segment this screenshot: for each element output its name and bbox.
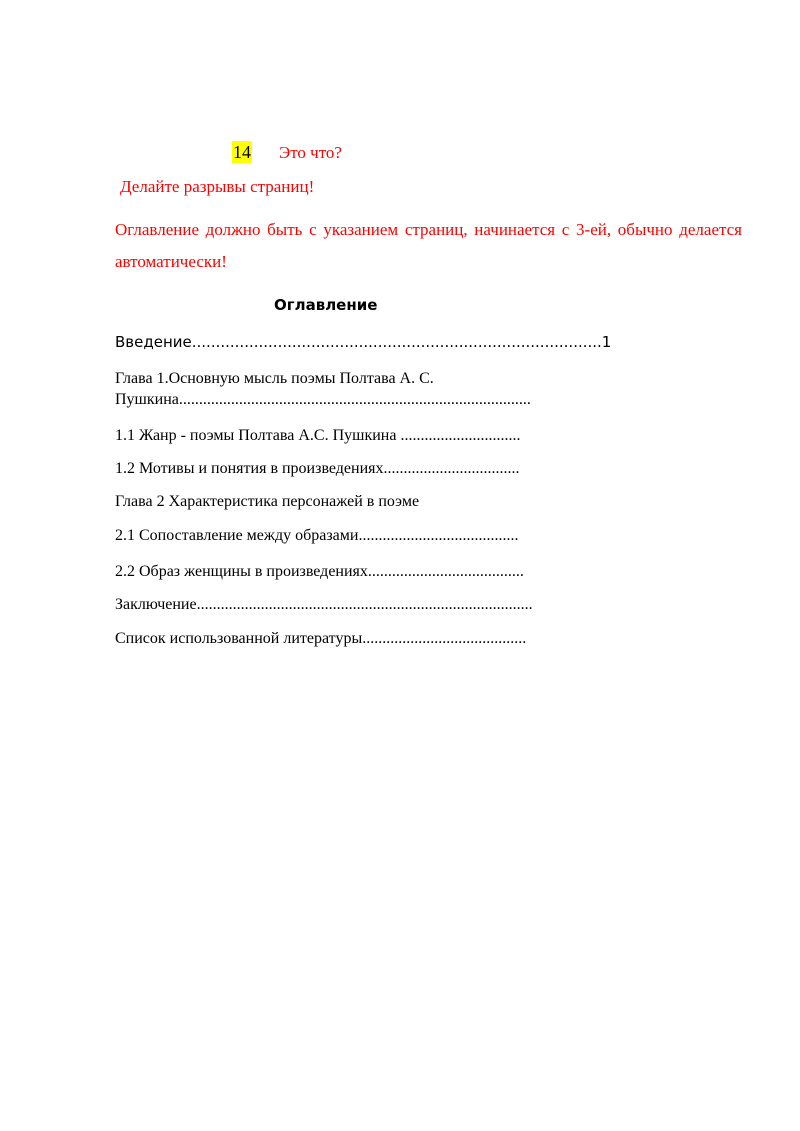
toc-entry-references: Список использованной литературы.........................................: [115, 630, 527, 647]
review-comment-toc: Оглавление должно быть с указанием страниц, начинается с 3-ей, обычно делается автоматически!: [115, 220, 742, 271]
toc-title: Оглавление: [274, 296, 378, 314]
toc-entry-chapter-1-continued: Пушкина........................................................................................: [115, 391, 531, 408]
toc-entry-1-1: 1.1 Жанр - поэмы Полтава А.С. Пушкина ..............................: [115, 427, 521, 444]
toc-entry-chapter-2: Глава 2 Характеристика персонажей в поэме: [115, 493, 420, 510]
toc-entry-conclusion: Заключение....................................................................................: [115, 596, 533, 613]
page-number: 14: [233, 142, 251, 162]
toc-entry-1-2: 1.2 Мотивы и понятия в произведениях..................................: [115, 460, 520, 477]
toc-entry-2-1: 2.1 Сопоставление между образами........................................: [115, 527, 519, 544]
review-comment-question: Это что?: [279, 143, 342, 162]
toc-entry-chapter-1: Глава 1.Основную мысль поэмы Полтава А. С.: [115, 370, 434, 387]
toc-entry-2-2: 2.2 Образ женщины в произведениях.......................................: [115, 563, 524, 580]
review-comment-page-breaks: Делайте разрывы страниц!: [120, 177, 315, 196]
toc-entry-introduction: Введение......................................................................................1: [115, 333, 612, 351]
